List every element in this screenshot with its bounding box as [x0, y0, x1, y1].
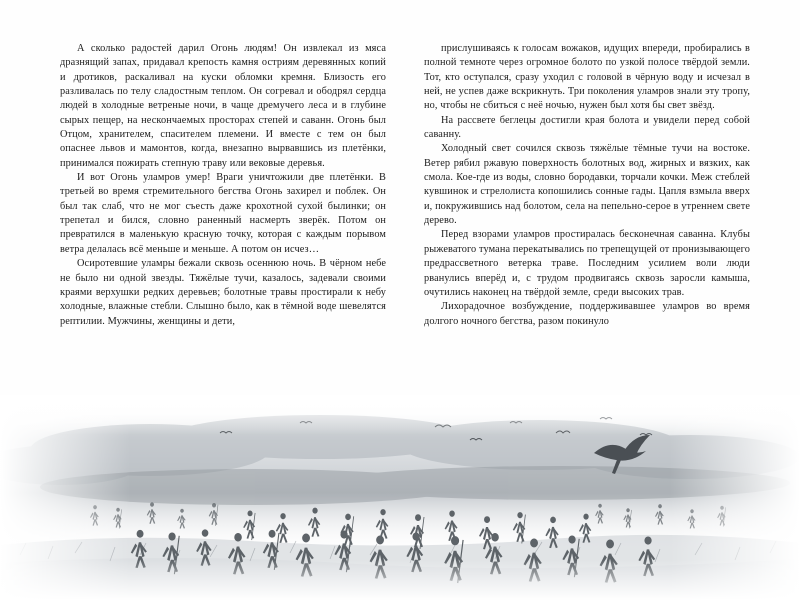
- paragraph: прислушиваясь к голосам вожаков, идущих впереди, пробирались в полной темноте через огромное болото по узкой полосе твёрдой земли. Тот, кто оступался, сразу уходил с головой в чёрную воду и исчезал в ней, не успев даже вскрикнуть. Три поколения уламров знали эту тропу, но, чтобы не сбиться с неё ночью, нужен был хотя бы свет звёзд.: [424, 43, 750, 112]
- paragraph: И вот Огонь уламров умер! Враги уничтожили две плетёнки. В третьей во время стремительного бегства Огонь захирел и поблек. Он был так слаб, что не мог съесть даже крохотной сухой былинки; он трепетал и бился, словно раненный насмерть зверёк. Потом он превратился в маленькую красную точку, которая с каждым порывом ветра делалась всё меньше и меньше. А потом он исчез…: [60, 172, 386, 255]
- background-haze: [0, 415, 800, 485]
- paragraph: Лихорадочное возбуждение, поддерживавшее уламров во время долгого ночного бегства, разом покинуло: [424, 301, 750, 327]
- paragraph: На рассвете беглецы достигли края болота и увидели перед собой саванну.: [424, 114, 750, 141]
- paragraph: Холодный свет сочился сквозь тяжёлые тёмные тучи на востоке. Ветер рябил ржавую поверхность болотных вод, жирных и вязких, как смола. Кое-где из воды, словно бородавки, торчали кочки. Меж стеблей кувшинок и стрелолиста копошились сонные гады. Цапля взмыла вверх и, покружившись над болотом, села на пепельно-серое в утреннем свете дерево.: [424, 143, 750, 227]
- background-hills: [40, 466, 790, 505]
- paragraph: Перед взорами уламров простиралась бесконечная саванна. Клубы рыжеватого тумана перекатывались по трепещущей от пронизывающего предрассветного ветерка траве. Последним усилием воли люди рванулись вперёд и, с трудом продвигаясь сквозь заросли камыша, очутились наконец на твёрдой земле, среди высоких трав.: [424, 229, 750, 298]
- paragraph: Осиротевшие уламры бежали сквозь осеннюю ночь. В чёрном небе не было ни одной звезды. Тяжёлые тучи, казалось, задевали своими краями верхушки редких деревьев; болотные травы простирали к небу холодные, влажные стебли. Слышно было, как в тёмной воде шевелятся рептилии. Мужчины, женщины и дети,: [60, 258, 386, 327]
- grass-strokes: [20, 541, 776, 563]
- text-columns: [60, 42, 750, 329]
- tribe-migration-illustration: [0, 395, 800, 600]
- large-bird: [594, 435, 650, 474]
- birds: [220, 418, 652, 441]
- figure-group-middle: [243, 508, 591, 550]
- left-text-column: [60, 42, 386, 329]
- ground-texture: [0, 535, 800, 600]
- figure-group-distant: [90, 502, 726, 528]
- figure-group-foreground: [131, 529, 655, 583]
- paragraph: А сколько радостей дарил Огонь людям! Он извлекал из мяса дразнящий запах, придавал крепость камня остриям деревянных копий и дротиков, раскаливал на куски обломки кремня. Близость его разливалась по телу сладостным теплом. Он согревал и ободрял сердца людей в холодные ветреные ночи, в чаще дремучего леса и в глубине сырых пещер, на нескончаемых просторах степей и саванн. Огонь был Отцом, хранителем, спасителем племени. И вместе с тем он был опаснее львов и мамонтов, когда, внезапно вырвавшись из плетёнки, принимался пожирать степную траву или вековые деревья.: [60, 43, 386, 169]
- right-text-column: [424, 42, 750, 329]
